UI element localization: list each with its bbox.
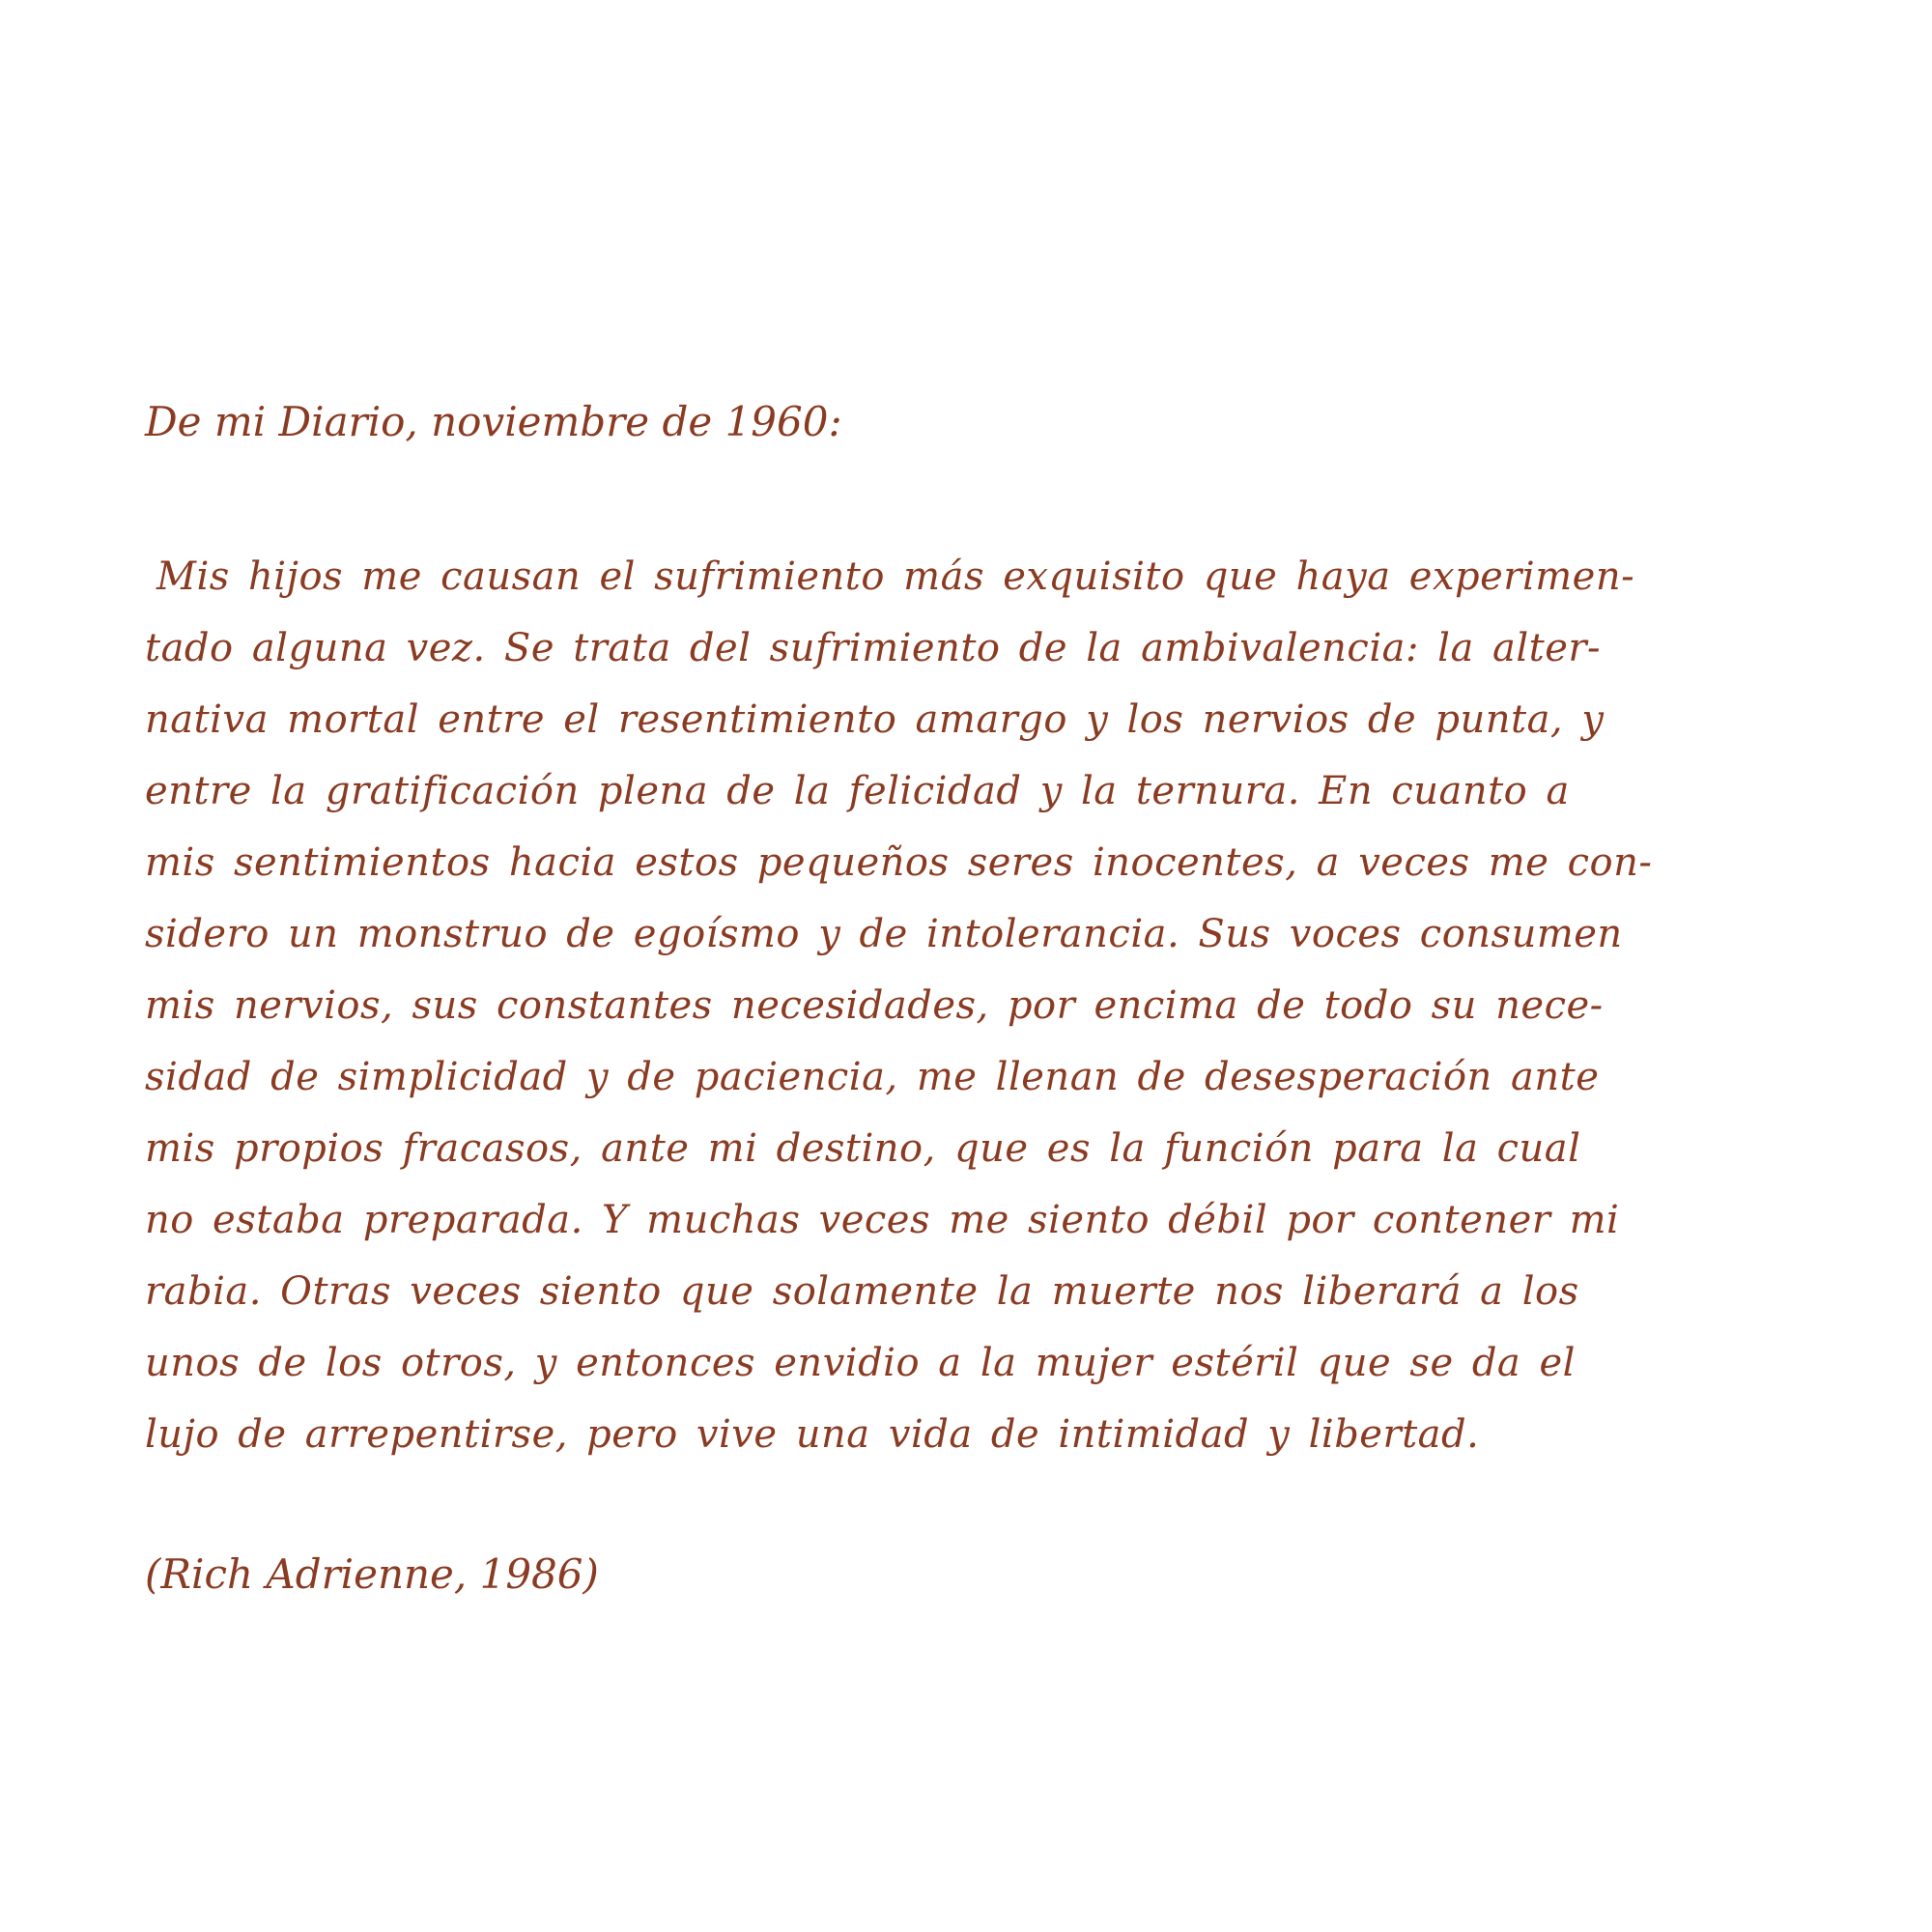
quote-line: unos de los otros, y entonces envidio a la mujer estéril que se da el bbox=[145, 1341, 1576, 1385]
quote-line: Mis hijos me causan el sufrimiento más exquisito que haya experimen- bbox=[156, 554, 1635, 599]
quote-line: mis sentimientos hacia estos pequeños seres inocentes, a veces me con- bbox=[145, 840, 1653, 885]
quote-line: no estaba preparada. Y muchas veces me siento débil por contener mi bbox=[145, 1198, 1620, 1242]
citation: (Rich Adrienne, 1986) bbox=[145, 1550, 599, 1598]
quote-body bbox=[145, 541, 1652, 1470]
quote-line: sidad de simplicidad y de paciencia, me llenan de desesperación ante bbox=[145, 1055, 1600, 1099]
diary-heading: De mi Diario, noviembre de 1960: bbox=[145, 398, 842, 445]
quote-line: sidero un monstruo de egoísmo y de intolerancia. Sus voces consumen bbox=[145, 912, 1623, 956]
quote-line: mis propios fracasos, ante mi destino, que es la función para la cual bbox=[145, 1126, 1581, 1171]
quote-line: entre la gratificación plena de la felicidad y la ternura. En cuanto a bbox=[145, 769, 1570, 813]
quote-line: rabia. Otras veces siento que solamente la muerte nos liberará a los bbox=[145, 1269, 1579, 1314]
quote-line: tado alguna vez. Se trata del sufrimiento de la ambivalencia: la alter- bbox=[145, 626, 1602, 670]
quote-line: lujo de arrepentirse, pero vive una vida de intimidad y libertad. bbox=[145, 1412, 1480, 1457]
quote-line: nativa mortal entre el resentimiento amargo y los nervios de punta, y bbox=[145, 697, 1605, 742]
quote-line: mis nervios, sus constantes necesidades, por encima de todo su nece- bbox=[145, 983, 1604, 1028]
